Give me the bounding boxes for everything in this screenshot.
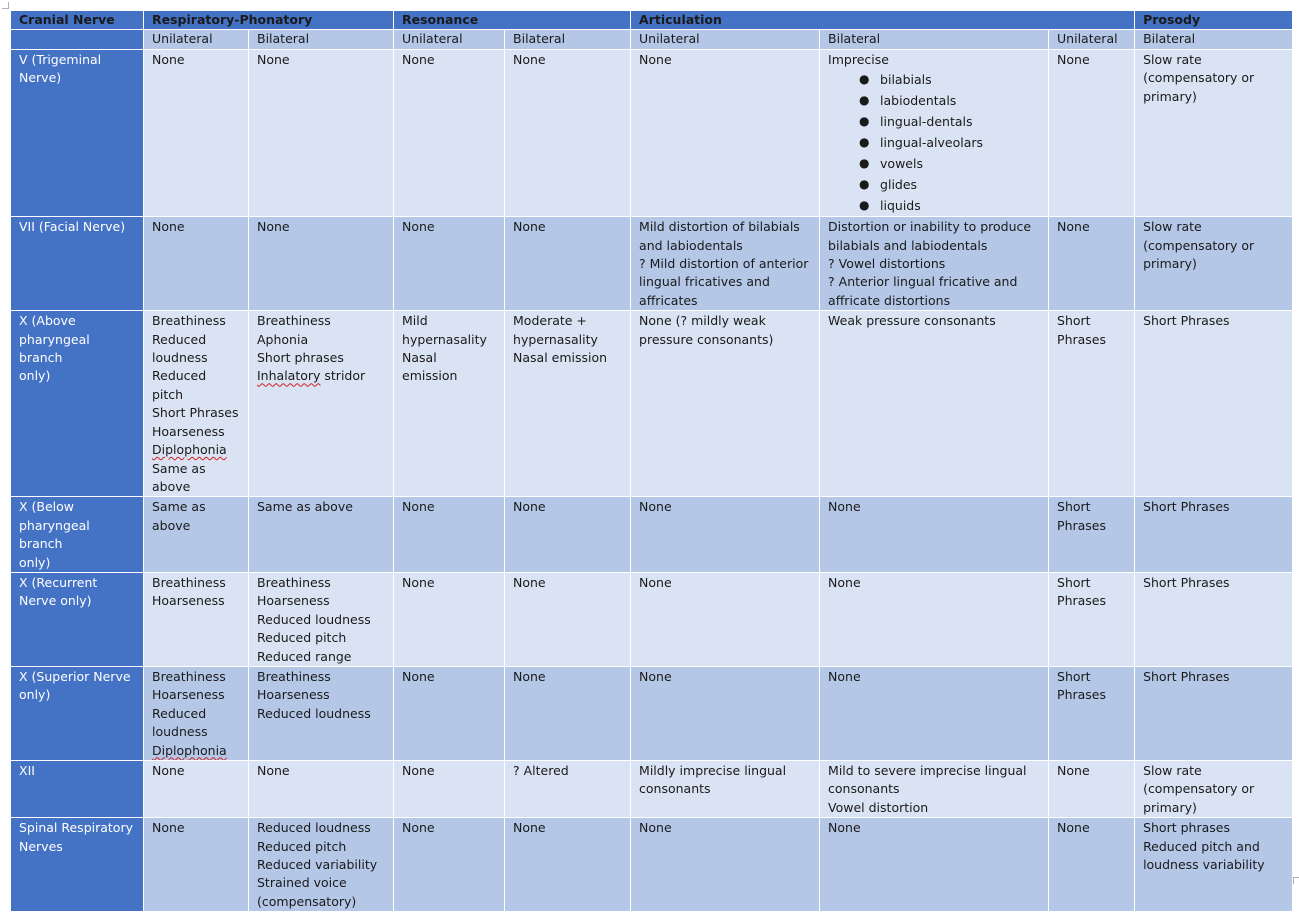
- cell-text-line: None: [639, 668, 672, 684]
- cell-text-line: Hoarseness: [152, 593, 225, 609]
- bullet-icon: ●: [859, 114, 870, 129]
- cell-text-line: Reduced range: [257, 648, 352, 664]
- bullet-text: labiodentals: [880, 93, 957, 109]
- resp-bi-cell: [249, 217, 394, 311]
- pros-uni-cell: [1049, 497, 1135, 573]
- pros-bi-cell: [1135, 572, 1293, 666]
- nerve-name-line: Nerve only): [19, 593, 92, 609]
- cell-text-line: None: [513, 574, 546, 590]
- artic-uni-cell: [631, 572, 820, 666]
- cell-text-line: ? Anterior lingual fricative and: [828, 274, 1018, 290]
- cell-text-line: Hoarseness: [152, 687, 225, 703]
- pros-uni-cell: [1049, 761, 1135, 818]
- list-item: [828, 195, 1040, 216]
- pros-bi-cell: [1135, 497, 1293, 573]
- cell-text-line: Short Phrases: [152, 405, 239, 421]
- resp-uni-cell: [144, 818, 249, 912]
- nerve-name-cell: [11, 217, 144, 311]
- bullet-text: lingual-dentals: [880, 114, 973, 130]
- resp-bi-cell: [249, 761, 394, 818]
- cell-text-line: Short phrases: [257, 350, 344, 366]
- cell-text-line: loudness: [152, 350, 208, 366]
- cell-text-line: Reduced variability: [257, 857, 378, 873]
- pros-uni-cell: [1049, 311, 1135, 497]
- cell-text-line: Same as: [152, 460, 206, 476]
- cell-text-line: Strained voice: [257, 875, 347, 891]
- table-row: [11, 49, 1293, 216]
- cell-text-line: None: [639, 820, 672, 836]
- subheader-bilateral: Bilateral: [820, 30, 1049, 49]
- page-corner-mark: [1293, 877, 1299, 884]
- table-row: [11, 217, 1293, 311]
- cell-text-line: Breathiness: [257, 668, 331, 684]
- cell-text-line: Vowel distortion: [828, 799, 929, 815]
- cell-text-line: ? Mild distortion of anterior: [639, 256, 809, 272]
- subheader-bilateral: Bilateral: [505, 30, 631, 49]
- cell-text-line: Reduced loudness: [257, 611, 371, 627]
- pros-bi-cell: [1135, 666, 1293, 760]
- subheader-bilateral: Bilateral: [249, 30, 394, 49]
- cell-text-line: None: [402, 668, 435, 684]
- list-item: [828, 90, 1040, 111]
- cell-text-line: Hoarseness: [257, 593, 330, 609]
- cell-text-line: None: [1057, 820, 1090, 836]
- list-item: [828, 174, 1040, 195]
- cell-text-line: None: [257, 763, 290, 778]
- header-respiratory-phonatory: Respiratory-Phonatory: [144, 11, 394, 30]
- bullet-icon: ●: [859, 198, 870, 213]
- cell-text-line: Reduced loudness: [257, 705, 371, 721]
- nerve-name-cell: [11, 311, 144, 497]
- table-row: [11, 818, 1293, 912]
- cell-text-line: Short: [1057, 668, 1091, 684]
- cell-text-line: (compensatory or: [1143, 70, 1255, 86]
- reso-bi-cell: [505, 666, 631, 760]
- cell-text-line: lingual fricatives and: [639, 274, 770, 290]
- cell-text-line: Distortion or inability to produce: [828, 219, 1032, 235]
- cell-text-line: and labiodentals: [639, 237, 743, 253]
- nerve-name-line: Nerves: [19, 838, 63, 854]
- cell-text-line: Breathiness: [152, 313, 226, 329]
- pros-bi-cell: [1135, 761, 1293, 818]
- bullet-text: bilabials: [880, 72, 932, 88]
- nerve-name-line: pharyngeal branch: [19, 331, 90, 366]
- artic-bi-cell: [820, 666, 1049, 760]
- resp-bi-cell: [249, 311, 394, 497]
- cell-text-line: None: [1057, 51, 1090, 67]
- cell-text-line: hypernasality: [513, 331, 598, 347]
- cell-text-line: Reduced: [152, 368, 207, 384]
- artic-uni-cell: [631, 49, 820, 216]
- cell-text-line: Mild: [402, 313, 428, 329]
- cell-text-line: Short: [1057, 499, 1091, 515]
- subheader-unilateral: Unilateral: [1049, 30, 1135, 49]
- cell-text-line: Same as: [152, 499, 206, 515]
- nerve-name-cell: [11, 497, 144, 573]
- cell-text-line: None (? mildly weak: [639, 313, 766, 329]
- cell-text-line: Short phrases: [1143, 820, 1230, 836]
- cell-text-line: Short: [1057, 313, 1091, 329]
- cell-text-line: Phrases: [1057, 687, 1107, 703]
- pros-uni-cell: [1049, 818, 1135, 912]
- nerve-name-line: X (Above: [19, 313, 76, 329]
- header-cranial-nerve: Cranial Nerve: [11, 11, 144, 30]
- resp-uni-cell: [144, 572, 249, 666]
- cell-text-line: Breathiness: [257, 574, 331, 590]
- reso-uni-cell: [394, 818, 505, 912]
- cell-text-line: None: [402, 499, 435, 515]
- artic-uni-cell: [631, 217, 820, 311]
- cell-text-line: None: [639, 51, 672, 67]
- cell-text-line: Reduced pitch: [257, 630, 347, 646]
- nerve-name-line: pharyngeal branch: [19, 517, 90, 552]
- resp-bi-cell: [249, 818, 394, 912]
- cell-text-line: None: [257, 219, 290, 235]
- reso-bi-cell: [505, 761, 631, 818]
- cell-text-line: Phrases: [1057, 331, 1107, 347]
- cell-text-line: Same as above: [257, 499, 353, 515]
- cell-text-line: Diplophonia: [152, 442, 227, 458]
- bullet-text: glides: [880, 177, 918, 193]
- cell-text-line: Slow rate: [1143, 219, 1202, 235]
- resp-uni-cell: [144, 311, 249, 497]
- cell-text-line: Mild to severe imprecise lingual: [828, 763, 1027, 778]
- cell-text-line: Reduced: [152, 705, 207, 721]
- artic-bi-cell: [820, 818, 1049, 912]
- nerve-name-line: VII (Facial Nerve): [19, 219, 126, 235]
- nerve-name-cell: [11, 49, 144, 216]
- cell-text-line: above: [152, 478, 191, 494]
- bullet-icon: ●: [859, 135, 870, 150]
- artic-bi-cell: [820, 49, 1049, 216]
- cell-text-line: Hoarseness: [257, 687, 330, 703]
- cell-text-line: None: [152, 763, 185, 778]
- cell-text-line: Short Phrases: [1143, 499, 1230, 515]
- artic-bi-cell: [820, 761, 1049, 818]
- cell-text-line: None: [639, 574, 672, 590]
- resp-uni-cell: [144, 497, 249, 573]
- cell-text-line: (compensatory or: [1143, 237, 1255, 253]
- nerve-name-cell: [11, 572, 144, 666]
- nerve-name-line: XII: [19, 763, 35, 778]
- reso-uni-cell: [394, 217, 505, 311]
- reso-bi-cell: [505, 49, 631, 216]
- cell-text-line: Moderate +: [513, 313, 587, 329]
- cell-text-line: Diplophonia: [152, 742, 227, 758]
- pros-uni-cell: [1049, 49, 1135, 216]
- reso-uni-cell: [394, 311, 505, 497]
- table-row: [11, 572, 1293, 666]
- cell-text-line: None: [402, 820, 435, 836]
- cell-text-line: Reduced pitch: [257, 838, 347, 854]
- cell-text-line: Nasal emission: [402, 350, 458, 384]
- nerve-name-line: Spinal Respiratory: [19, 820, 133, 836]
- subheader-unilateral: Unilateral: [394, 30, 505, 49]
- cell-text-line: None: [513, 668, 546, 684]
- cell-text-line: None: [257, 51, 290, 67]
- cell-text-line: None: [402, 219, 435, 235]
- cell-text-line: None: [402, 51, 435, 67]
- pros-uni-cell: [1049, 217, 1135, 311]
- pros-bi-cell: [1135, 49, 1293, 216]
- nerve-name-line: only): [19, 368, 51, 384]
- resp-uni-cell: [144, 217, 249, 311]
- header-blank-cell: [11, 30, 144, 49]
- reso-uni-cell: [394, 761, 505, 818]
- pros-bi-cell: [1135, 818, 1293, 912]
- cell-text-line: ? Vowel distortions: [828, 256, 946, 272]
- artic-bi-cell: [820, 217, 1049, 311]
- cell-text-line: consonants: [639, 781, 711, 797]
- bullet-text: liquids: [880, 198, 921, 214]
- reso-uni-cell: [394, 497, 505, 573]
- cell-text-line: Breathiness: [152, 668, 226, 684]
- cell-text-line: ? Altered: [513, 763, 569, 778]
- cell-text-line: Inhalatory stridor: [257, 368, 366, 384]
- cell-text-line: Phrases: [1057, 517, 1107, 533]
- cell-text-line: hypernasality: [402, 331, 487, 347]
- cell-text-line: Breathiness: [257, 313, 331, 329]
- cell-text-line: None: [828, 668, 861, 684]
- cell-text-line: bilabials and labiodentals: [828, 237, 988, 253]
- cell-text-line: Short Phrases: [1143, 668, 1230, 684]
- list-item: [828, 69, 1040, 90]
- cell-text-line: Phrases: [1057, 593, 1107, 609]
- articulation-bullet-list: [828, 69, 1040, 216]
- bullet-text: vowels: [880, 156, 923, 172]
- cell-text-line: primary): [1143, 799, 1197, 815]
- cell-text-line: None: [828, 499, 861, 515]
- cell-text-line: Reduced: [152, 331, 207, 347]
- reso-uni-cell: [394, 666, 505, 760]
- cell-text-line: Short Phrases: [1143, 313, 1230, 329]
- subheader-unilateral: Unilateral: [631, 30, 820, 49]
- nerve-name-line: only): [19, 687, 51, 703]
- table-row: [11, 497, 1293, 573]
- list-item: [828, 132, 1040, 153]
- reso-uni-cell: [394, 572, 505, 666]
- cell-text-line: Weak pressure consonants: [828, 313, 996, 329]
- cell-text-line: Aphonia: [257, 331, 309, 347]
- bullet-text: lingual-alveolars: [880, 135, 984, 151]
- table-row: [11, 311, 1293, 497]
- resp-bi-cell: [249, 49, 394, 216]
- resp-uni-cell: [144, 49, 249, 216]
- table-row: [11, 761, 1293, 818]
- cell-text-line: None: [639, 499, 672, 515]
- cranial-nerve-table: [10, 10, 1293, 912]
- cell-text-line: None: [513, 51, 546, 67]
- cell-text-line: above: [152, 517, 191, 533]
- pros-bi-cell: [1135, 217, 1293, 311]
- cell-text-line: Hoarseness: [152, 423, 225, 439]
- reso-bi-cell: [505, 818, 631, 912]
- reso-bi-cell: [505, 572, 631, 666]
- cell-text-line: None: [152, 51, 185, 67]
- reso-bi-cell: [505, 311, 631, 497]
- pros-uni-cell: [1049, 572, 1135, 666]
- cell-text-line: Slow rate: [1143, 763, 1202, 778]
- cell-text-line: None: [152, 820, 185, 836]
- cell-text-line: (compensatory): [257, 893, 357, 909]
- reso-bi-cell: [505, 497, 631, 573]
- cell-text-line: None: [1057, 219, 1090, 235]
- bullet-icon: ●: [859, 177, 870, 192]
- cell-text-line: None: [402, 763, 435, 778]
- cell-text-line: Imprecise: [828, 51, 889, 67]
- cell-text-line: None: [828, 820, 861, 836]
- artic-bi-cell: [820, 572, 1049, 666]
- artic-uni-cell: [631, 666, 820, 760]
- nerve-name-cell: [11, 666, 144, 760]
- cell-text-line: Short Phrases: [1143, 574, 1230, 590]
- artic-bi-cell: [820, 311, 1049, 497]
- bullet-icon: ●: [859, 156, 870, 171]
- cell-text-line: consonants: [828, 781, 900, 797]
- page-corner-mark: [2, 2, 9, 9]
- cell-text-line: None: [828, 574, 861, 590]
- cell-text-line: Nasal emission: [513, 350, 608, 366]
- cell-text-line: loudness variability: [1143, 857, 1265, 873]
- reso-uni-cell: [394, 49, 505, 216]
- reso-bi-cell: [505, 217, 631, 311]
- resp-bi-cell: [249, 666, 394, 760]
- cell-text-line: None: [513, 499, 546, 515]
- nerve-name-cell: [11, 761, 144, 818]
- nerve-name-line: X (Superior Nerve: [19, 668, 131, 684]
- cell-text-line: primary): [1143, 256, 1197, 272]
- cell-text-line: Mildly imprecise lingual: [639, 763, 787, 778]
- cell-text-line: Slow rate: [1143, 51, 1202, 67]
- bullet-icon: ●: [859, 93, 870, 108]
- table-row: [11, 666, 1293, 760]
- cell-text-line: Reduced pitch and: [1143, 838, 1260, 854]
- bullet-icon: ●: [859, 72, 870, 87]
- artic-uni-cell: [631, 311, 820, 497]
- pros-uni-cell: [1049, 666, 1135, 760]
- list-item: [828, 111, 1040, 132]
- cell-text-line: loudness: [152, 724, 208, 740]
- cell-text-line: Breathiness: [152, 574, 226, 590]
- cell-text-line: affricates: [639, 292, 698, 308]
- pros-bi-cell: [1135, 311, 1293, 497]
- cell-text-line: None: [513, 219, 546, 235]
- resp-bi-cell: [249, 572, 394, 666]
- nerve-name-line: only): [19, 554, 51, 570]
- artic-uni-cell: [631, 818, 820, 912]
- nerve-name-line: Nerve): [19, 70, 62, 86]
- cell-text-line: None: [402, 574, 435, 590]
- nerve-name-line: V (Trigeminal: [19, 51, 102, 67]
- header-resonance: Resonance: [394, 11, 631, 30]
- header-prosody: Prosody: [1135, 11, 1293, 30]
- cell-text-line: pitch: [152, 386, 184, 402]
- nerve-name-cell: [11, 818, 144, 912]
- nerve-name-line: X (Recurrent: [19, 574, 98, 590]
- nerve-name-line: X (Below: [19, 499, 75, 515]
- artic-uni-cell: [631, 497, 820, 573]
- cell-text-line: Mild distortion of bilabials: [639, 219, 800, 235]
- cell-text-line: None: [1057, 763, 1090, 778]
- subheader-bilateral: Bilateral: [1135, 30, 1293, 49]
- cell-text-line: affricate distortions: [828, 292, 951, 308]
- subheader-unilateral: Unilateral: [144, 30, 249, 49]
- resp-uni-cell: [144, 761, 249, 818]
- cell-text-line: None: [152, 219, 185, 235]
- header-articulation: Articulation: [631, 11, 1135, 30]
- artic-bi-cell: [820, 497, 1049, 573]
- cell-text-line: None: [513, 820, 546, 836]
- resp-bi-cell: [249, 497, 394, 573]
- cell-text-line: Short: [1057, 574, 1091, 590]
- artic-uni-cell: [631, 761, 820, 818]
- cell-text-line: primary): [1143, 88, 1197, 104]
- resp-uni-cell: [144, 666, 249, 760]
- cell-text-line: Reduced loudness: [257, 820, 371, 836]
- list-item: [828, 153, 1040, 174]
- cell-text-line: (compensatory or: [1143, 781, 1255, 797]
- cell-text-line: pressure consonants): [639, 331, 774, 347]
